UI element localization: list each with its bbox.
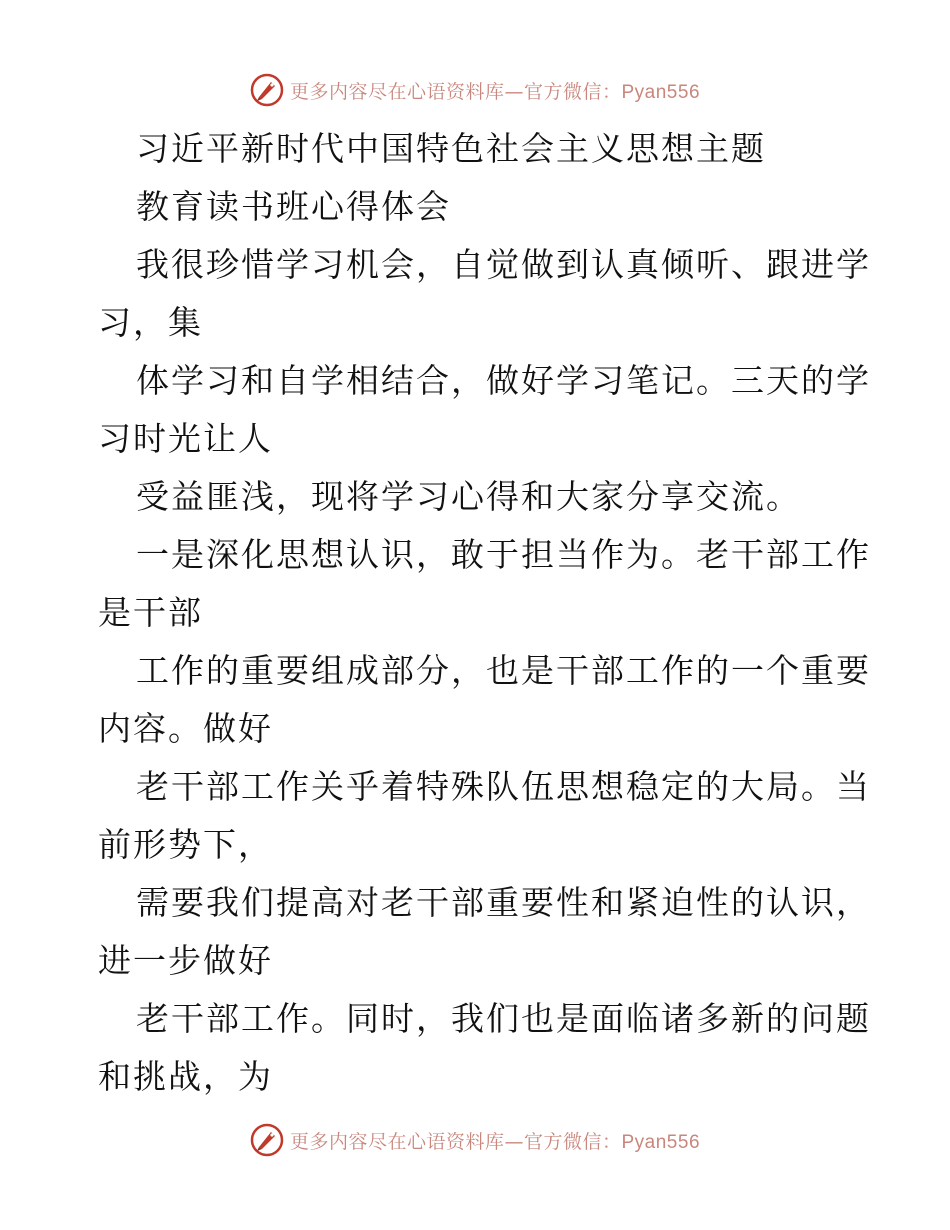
- watermark-text: 更多内容尽在心语资料库—官方微信：Pyan556: [289, 1130, 701, 1153]
- paragraph-line: 受益匪浅，现将学习心得和大家分享交流。: [136, 477, 801, 516]
- paragraph-line: 需要我们提高对老干部重要性和紧迫性的认识，: [136, 883, 871, 922]
- paragraph-line: 习时光让人: [98, 419, 273, 458]
- watermark-text: 更多内容尽在心语资料库—官方微信：Pyan556: [289, 80, 701, 103]
- paragraph-line: 工作的重要组成部分，也是干部工作的一个重要: [136, 651, 871, 690]
- paragraph-line: 体学习和自学相结合，做好学习笔记。三天的学: [136, 361, 871, 400]
- paragraph-line: 和挑战，为: [98, 1057, 273, 1096]
- title-line-1: 习近平新时代中国特色社会主义思想主题: [136, 129, 766, 168]
- paragraph-line: 我很珍惜学习机会，自觉做到认真倾听、跟进学: [136, 245, 871, 284]
- header-watermark: [0, 70, 950, 110]
- paragraph-line: 是干部: [98, 593, 203, 632]
- title-line-2: 教育读书班心得体会: [136, 187, 451, 226]
- pen-nib-circle-icon: [250, 73, 284, 107]
- paragraph-line: 一是深化思想认识，敢于担当作为。老干部工作: [136, 535, 871, 574]
- pen-nib-circle-icon: [250, 1123, 284, 1157]
- paragraph-line: 老干部工作。同时，我们也是面临诸多新的问题: [136, 999, 871, 1038]
- paragraph-line: 前形势下，: [98, 825, 273, 864]
- paragraph-line: 老干部工作关乎着特殊队伍思想稳定的大局。当: [136, 767, 871, 806]
- paragraph-line: 习，集: [98, 303, 203, 342]
- footer-watermark: [0, 1120, 950, 1160]
- paragraph-line: 内容。做好: [98, 709, 273, 748]
- document-body: [98, 120, 871, 1106]
- paragraph-line: 进一步做好: [98, 941, 273, 980]
